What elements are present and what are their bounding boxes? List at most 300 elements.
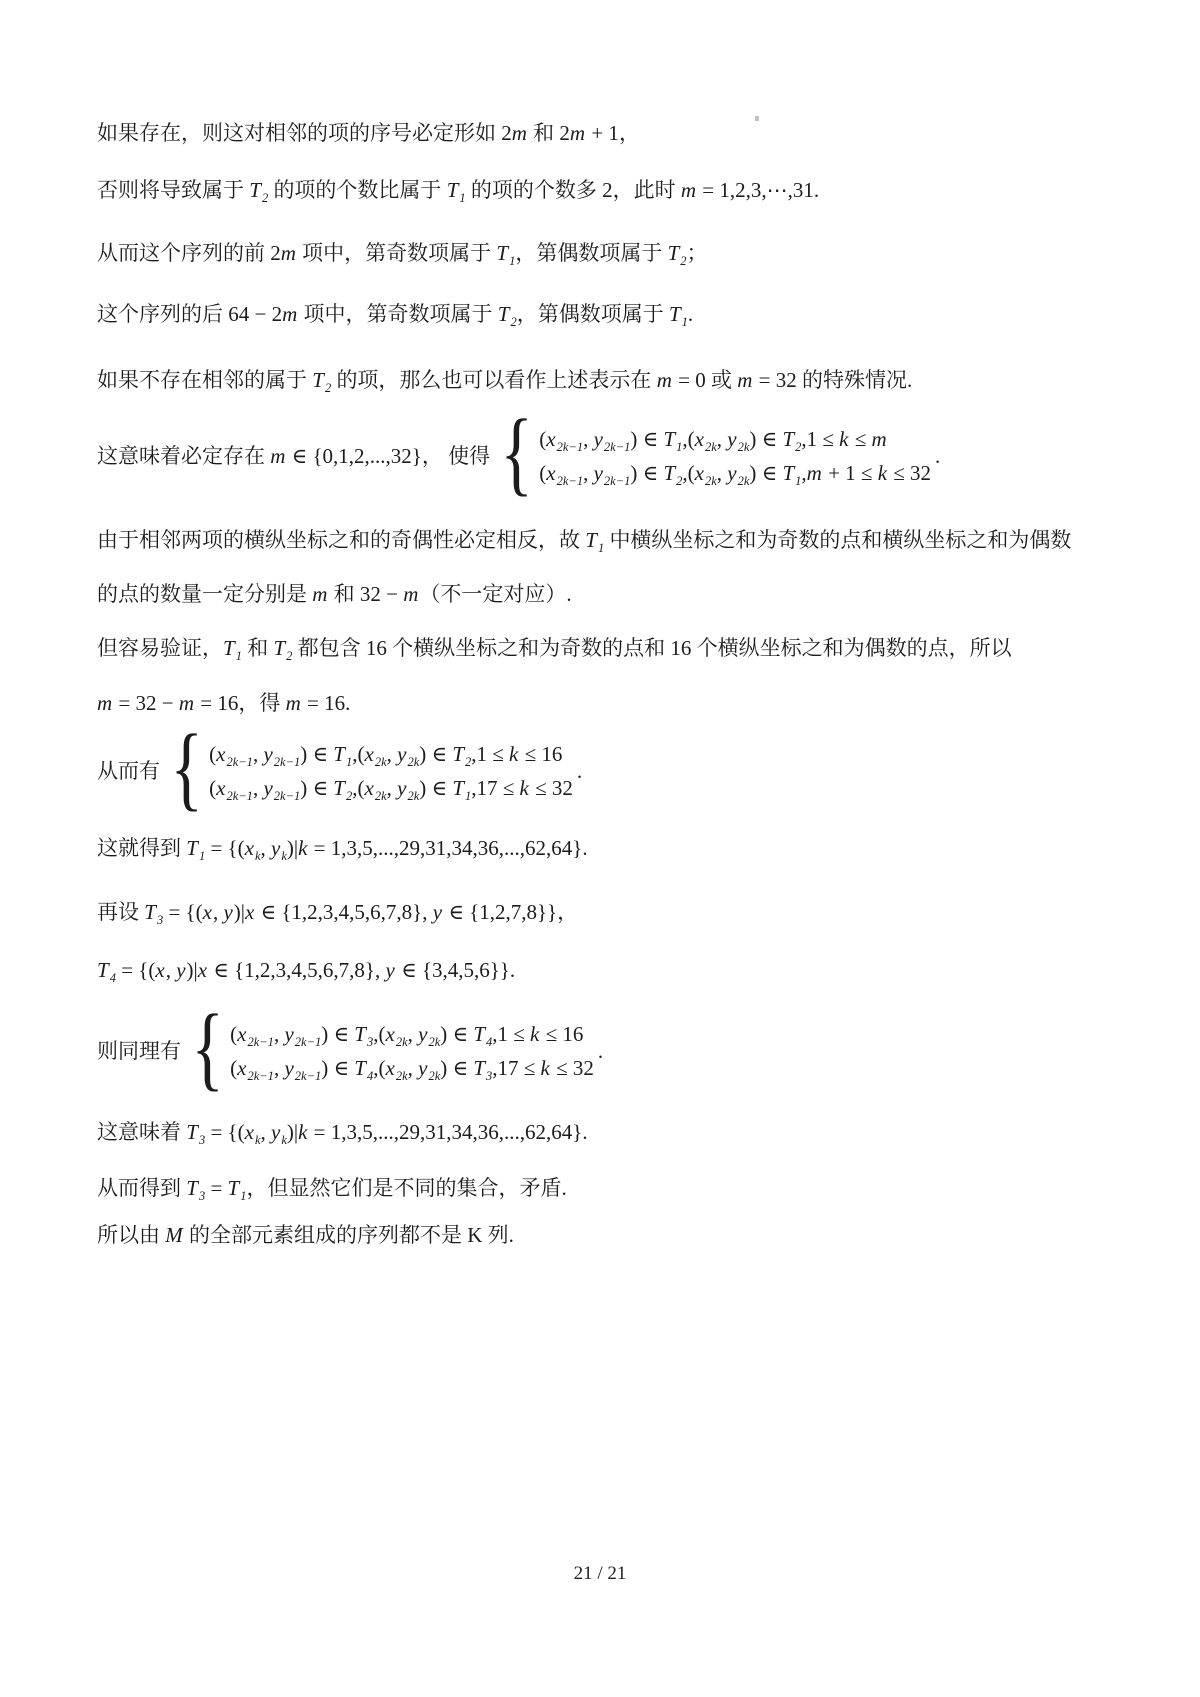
math-run: T	[663, 461, 676, 485]
paragraph-line	[97, 581, 1112, 607]
math-run: m	[680, 178, 697, 202]
cases-row	[230, 1017, 594, 1051]
math-run: T	[223, 636, 235, 660]
text-run: 再设	[97, 900, 145, 924]
math-run: ,	[260, 836, 271, 860]
math-run: )|	[186, 958, 198, 982]
cases-rows	[230, 1017, 594, 1085]
text-run: 和	[328, 582, 360, 606]
math-run: T	[585, 528, 597, 552]
text-run: 个横纵坐标之和为奇数的点和	[386, 636, 671, 660]
math-run: ) ∈	[321, 1022, 355, 1046]
math-run: 2k−1	[226, 789, 253, 803]
math-run: 16	[365, 636, 387, 660]
math-run: m	[403, 582, 419, 606]
math-run: )|	[286, 836, 299, 860]
text-run: 这个序列的后	[97, 302, 229, 326]
equation-terminator: .	[576, 759, 583, 783]
math-run: + 1	[586, 121, 619, 145]
math-run: T	[452, 776, 464, 800]
math-run: 1	[676, 440, 683, 454]
math-run: = 1,3,5,...,29,31,34,36,...,62,64	[308, 836, 573, 860]
math-run: (	[209, 742, 217, 766]
math-run: M	[165, 1223, 183, 1247]
math-run: T	[663, 427, 676, 451]
math-run: ≤ 16	[519, 742, 563, 766]
math-run: 1	[597, 541, 605, 555]
cases-rows	[539, 422, 931, 490]
math-run: T	[452, 742, 464, 766]
text-run: 从而得到	[97, 1176, 187, 1200]
text-run: 如果存在，则这对相邻的项的序号必定形如	[97, 121, 502, 145]
math-run: = 16	[301, 691, 346, 715]
math-run: ,	[407, 1056, 419, 1080]
math-run: 2	[261, 191, 269, 205]
math-run: 4	[109, 971, 116, 985]
text-run: 列.	[482, 1223, 514, 1247]
left-brace-glyph: {	[170, 716, 203, 821]
math-run: 1	[681, 315, 688, 329]
math-run: y	[263, 742, 273, 766]
math-run: 2	[676, 474, 683, 488]
math-run: ,	[273, 1056, 285, 1080]
cases-label	[97, 443, 490, 469]
math-run: 2k	[374, 789, 387, 803]
math-run: ,	[583, 461, 594, 485]
math-run: 2	[510, 315, 517, 329]
text-run: 这就得到	[97, 836, 187, 860]
math-run: k	[254, 849, 261, 863]
math-run: ) ∈	[321, 1056, 355, 1080]
math-run: k	[519, 776, 529, 800]
math-run: 2k−1	[294, 1069, 322, 1083]
math-run: 2k−1	[603, 474, 631, 488]
math-run: ,	[252, 776, 264, 800]
math-run: 2	[501, 121, 512, 145]
cases-row	[209, 771, 573, 805]
math-run: T	[97, 958, 109, 982]
paragraph-line	[97, 635, 1112, 661]
text-run: （不一定对应）.	[419, 582, 572, 606]
math-run: k	[281, 1133, 287, 1147]
math-run: x	[364, 776, 374, 800]
math-run: (	[209, 776, 217, 800]
math-run: ,	[165, 958, 177, 982]
cases-row	[539, 422, 931, 456]
math-run: x	[694, 461, 704, 485]
math-run: 2	[345, 789, 353, 803]
math-run: 4	[486, 1035, 493, 1049]
math-run: 1	[795, 474, 802, 488]
cases-rows	[209, 737, 573, 805]
math-run: 2k−1	[247, 1069, 274, 1083]
math-run: 2k	[737, 474, 750, 488]
math-run: x	[155, 958, 165, 982]
math-run: k	[509, 742, 519, 766]
paragraph-line	[97, 899, 1112, 925]
text-run: 项中，第奇数项属于	[298, 302, 498, 326]
left-brace-glyph: {	[191, 996, 224, 1101]
math-run: 4	[366, 1069, 374, 1083]
paragraph-line	[97, 177, 1112, 203]
left-brace-glyph: {	[500, 401, 533, 506]
math-run: ,	[212, 900, 224, 924]
math-run: x	[197, 958, 208, 982]
math-run: T	[186, 1120, 198, 1144]
cases-row	[209, 737, 573, 771]
math-run: ) ∈	[419, 742, 453, 766]
text-run: ， 使得	[421, 444, 491, 468]
math-run: ) ∈	[630, 427, 664, 451]
math-run: 2k	[407, 755, 420, 769]
math-run: m	[285, 691, 301, 715]
math-run: T	[186, 1176, 198, 1200]
math-run: 1	[509, 254, 516, 268]
math-run: ,1 ≤	[471, 742, 510, 766]
math-run: T	[227, 1176, 240, 1200]
math-run: ,	[386, 776, 398, 800]
math-run: y	[284, 1056, 294, 1080]
math-run: y	[176, 958, 186, 982]
display-equation	[97, 401, 1112, 506]
math-run: ,	[716, 427, 728, 451]
math-run: ,(	[352, 742, 365, 766]
math-run: ≤ 16	[540, 1022, 584, 1046]
text-run: 个横纵坐标之和为偶数的点，所以	[691, 636, 1012, 660]
math-run: 3	[198, 1133, 206, 1147]
cases-row	[230, 1051, 594, 1085]
math-run: y	[593, 461, 603, 485]
math-run: ,	[583, 427, 594, 451]
math-run: ,	[386, 742, 398, 766]
math-run: ,	[252, 742, 264, 766]
math-run: y	[263, 776, 273, 800]
math-run: ,1 ≤	[801, 427, 840, 451]
text-run: ，	[618, 121, 640, 145]
math-run: m	[511, 121, 527, 145]
math-run: 1	[345, 755, 353, 769]
math-run: x	[694, 427, 704, 451]
cases-label	[97, 1038, 181, 1064]
math-run: 2	[602, 178, 613, 202]
math-run: m	[312, 582, 328, 606]
math-run: ) ∈	[419, 776, 453, 800]
math-run: 1	[465, 789, 472, 803]
math-run: 2k	[737, 440, 750, 454]
math-run: ) ∈	[749, 461, 783, 485]
text-run: .	[509, 958, 516, 982]
paragraph-line	[97, 957, 1112, 983]
math-run: k	[254, 1133, 261, 1147]
math-run: T	[354, 1056, 366, 1080]
text-run: 和	[527, 121, 560, 145]
math-run: 2	[324, 381, 332, 395]
math-run: = 32	[753, 368, 797, 392]
math-run: T	[354, 1022, 366, 1046]
math-run: T	[668, 302, 681, 326]
math-run: ∈ {1,2,3,4,5,6,7,8},	[208, 958, 386, 982]
document-body	[97, 0, 1112, 1248]
math-run: k	[877, 461, 888, 485]
text-run: ，此时	[612, 178, 681, 202]
math-run: y	[284, 1022, 294, 1046]
math-run: T	[446, 178, 459, 202]
math-run: ≤ 32	[888, 461, 932, 485]
text-run: 这意味着必定存在	[97, 444, 271, 468]
math-run: = 16	[195, 691, 239, 715]
math-run: k	[281, 849, 287, 863]
math-run: 3	[156, 913, 164, 927]
math-run: T	[312, 368, 324, 392]
math-run: ) ∈	[440, 1022, 474, 1046]
math-run: ∈ {1,2,7,8}}	[443, 900, 558, 924]
math-run: T	[186, 836, 198, 860]
math-run: y	[727, 461, 737, 485]
text-run: 则同理有	[97, 1039, 181, 1063]
math-run: 1	[235, 649, 242, 663]
math-run: = 1,3,5,...,29,31,34,36,...,62,64	[308, 1120, 573, 1144]
text-run: 都包含	[292, 636, 366, 660]
math-run: ,	[260, 1120, 271, 1144]
math-run: 32 −	[359, 582, 404, 606]
paragraph-line	[97, 690, 1112, 716]
equation-terminator: .	[597, 1039, 604, 1063]
math-run: ,17 ≤	[471, 776, 520, 800]
math-run: m	[270, 444, 286, 468]
math-run: 2k−1	[273, 755, 301, 769]
text-run: ，第偶数项属于	[516, 302, 669, 326]
math-run: 2k−1	[247, 1035, 274, 1049]
math-run: x	[244, 900, 255, 924]
text-run: 项中，第奇数项属于	[296, 241, 497, 265]
text-run: .	[345, 691, 351, 715]
math-run: 2k−1	[273, 789, 301, 803]
math-run: y	[385, 958, 395, 982]
math-run: ) ∈	[630, 461, 664, 485]
math-run: = {(	[163, 900, 203, 924]
math-run: y	[397, 776, 407, 800]
math-run: ∈ {1,2,3,4,5,6,7,8},	[255, 900, 433, 924]
math-run: }	[572, 836, 583, 860]
math-run: T	[333, 742, 345, 766]
math-run: ,	[801, 461, 807, 485]
math-run: 2k−1	[603, 440, 631, 454]
math-run: m	[178, 691, 195, 715]
text-run: ；	[686, 241, 708, 265]
math-run: ≤ 32	[550, 1056, 594, 1080]
math-run: T	[249, 178, 261, 202]
math-run: 2k	[407, 789, 420, 803]
math-run: = 1,2,3,⋯,31	[697, 178, 814, 202]
text-run: 否则将导致属于	[97, 178, 250, 202]
math-run: ) ∈	[300, 742, 334, 766]
display-equation	[97, 996, 1112, 1101]
math-run: ≤	[849, 427, 872, 451]
math-run: (	[230, 1056, 238, 1080]
math-run: y	[271, 836, 281, 860]
paragraph-line	[97, 301, 1112, 327]
display-equation	[97, 716, 1112, 821]
text-run: 中横纵坐标之和为奇数的点和横纵坐标之和为偶数	[604, 528, 1072, 552]
math-run: 3	[198, 1189, 206, 1203]
paragraph-line	[97, 120, 1112, 146]
math-run: x	[546, 427, 556, 451]
math-run: 2k	[428, 1069, 441, 1083]
math-run: = {(	[115, 958, 156, 982]
math-run: m	[280, 241, 296, 265]
math-run: x	[385, 1056, 395, 1080]
text-run: .	[687, 302, 694, 326]
math-run: ,1 ≤	[492, 1022, 531, 1046]
math-run: m	[806, 461, 822, 485]
math-run: y	[432, 900, 443, 924]
text-run: 的特殊情况.	[796, 368, 913, 392]
math-run: ≤ 32	[529, 776, 573, 800]
math-run: K	[467, 1223, 483, 1247]
text-run: 如果不存在相邻的属于	[97, 368, 313, 392]
paragraph-line	[97, 1119, 1112, 1145]
text-run: 这意味着	[97, 1120, 187, 1144]
math-run: )|	[286, 1120, 299, 1144]
math-run: y	[397, 742, 407, 766]
math-run: = 0	[672, 368, 706, 392]
text-run: ，得	[238, 691, 286, 715]
math-run: T	[333, 776, 345, 800]
math-run: y	[271, 1120, 281, 1144]
text-run: 的点的数量一定分别是	[97, 582, 313, 606]
math-run: m	[737, 368, 753, 392]
math-run: k	[298, 836, 308, 860]
math-run: T	[782, 461, 795, 485]
math-run: 2	[559, 121, 570, 145]
math-run: m	[656, 368, 672, 392]
math-run: ,	[407, 1022, 419, 1046]
paragraph-line	[97, 835, 1112, 861]
paragraph-line	[97, 1222, 1112, 1248]
math-run: ∈ {0,1,2,...,32}	[286, 444, 422, 468]
math-run: T	[497, 302, 510, 326]
text-run: 和	[241, 636, 274, 660]
math-run: 16	[670, 636, 692, 660]
math-run: ∈ {3,4,5,6}}	[395, 958, 510, 982]
math-run: (	[539, 427, 547, 451]
text-run: .	[582, 836, 588, 860]
page-number: 21 / 21	[573, 1563, 627, 1584]
math-run: (	[230, 1022, 238, 1046]
math-run: ) ∈	[749, 427, 783, 451]
math-run: ,(	[373, 1022, 386, 1046]
math-run: m	[282, 302, 298, 326]
math-run: y	[593, 427, 603, 451]
math-run: = {(	[205, 836, 245, 860]
math-run: x	[244, 1120, 254, 1144]
math-run: 2k	[395, 1035, 408, 1049]
math-run: x	[202, 900, 212, 924]
math-run: x	[244, 836, 254, 860]
equation-terminator: .	[935, 444, 941, 468]
text-run: 的项，那么也可以看作上述表示在	[331, 368, 657, 392]
math-run: 2k−1	[556, 474, 584, 488]
math-run: y	[223, 900, 233, 924]
math-run: y	[418, 1056, 428, 1080]
text-run: 由于相邻两项的横纵坐标之和的奇偶性必定相反，故	[97, 528, 586, 552]
text-run: 从而有	[97, 759, 160, 783]
math-run: = {(	[205, 1120, 245, 1144]
math-run: k	[839, 427, 849, 451]
math-run: m	[97, 691, 113, 715]
math-run: 2	[270, 241, 281, 265]
math-run: x	[216, 742, 226, 766]
math-run: ,(	[682, 427, 695, 451]
paragraph-line	[97, 367, 1112, 393]
math-run: T	[144, 900, 156, 924]
text-run: 从而这个序列的前	[97, 241, 271, 265]
math-run: 2k−1	[556, 440, 584, 454]
cases-label	[97, 758, 160, 784]
paragraph-line	[97, 527, 1112, 553]
math-run: k	[298, 1120, 308, 1144]
math-run: ,17 ≤	[492, 1056, 541, 1080]
cases-row	[539, 456, 931, 490]
math-run: T	[473, 1022, 485, 1046]
math-run: 2	[286, 649, 293, 663]
math-run: T	[273, 636, 286, 660]
math-run: 1	[459, 191, 466, 205]
text-run: 的项的个数多	[465, 178, 603, 202]
text-run: ，但显然它们是不同的集合，矛盾.	[246, 1176, 567, 1200]
math-run: 2	[680, 254, 687, 268]
math-run: x	[237, 1022, 247, 1046]
math-run: 2k	[704, 440, 717, 454]
text-run: 所以由	[97, 1223, 166, 1247]
math-run: 2	[465, 755, 472, 769]
text-run: 但容易验证，	[97, 636, 223, 660]
text-run: ，	[557, 900, 579, 924]
math-run: )|	[233, 900, 245, 924]
math-run: 3	[366, 1035, 374, 1049]
math-run: 2	[795, 440, 802, 454]
math-run: y	[727, 427, 737, 451]
paragraph-line	[97, 1175, 1112, 1201]
text-run: 或	[705, 368, 738, 392]
math-run: m	[569, 121, 586, 145]
math-run: ,	[716, 461, 728, 485]
math-run: T	[473, 1056, 485, 1080]
math-run: + 1 ≤	[822, 461, 878, 485]
math-run: ,(	[682, 461, 695, 485]
math-run: ,(	[352, 776, 365, 800]
math-run: (	[539, 461, 547, 485]
math-run: 2k	[704, 474, 717, 488]
math-run: x	[385, 1022, 395, 1046]
math-run: 3	[486, 1069, 493, 1083]
math-run: ) ∈	[300, 776, 334, 800]
math-run: x	[546, 461, 556, 485]
math-run: =	[205, 1176, 228, 1200]
paragraph-line	[97, 240, 1112, 266]
math-run: 2k−1	[294, 1035, 322, 1049]
text-run: .	[582, 1120, 588, 1144]
math-run: k	[540, 1056, 550, 1080]
math-run: 1	[240, 1189, 247, 1203]
math-run: 1	[198, 849, 206, 863]
math-run: ,(	[373, 1056, 386, 1080]
text-run: 的全部元素组成的序列都不是	[183, 1223, 468, 1247]
math-run: ) ∈	[440, 1056, 474, 1080]
math-run: T	[667, 241, 680, 265]
math-run: = 32 −	[113, 691, 179, 715]
math-run: T	[496, 241, 509, 265]
